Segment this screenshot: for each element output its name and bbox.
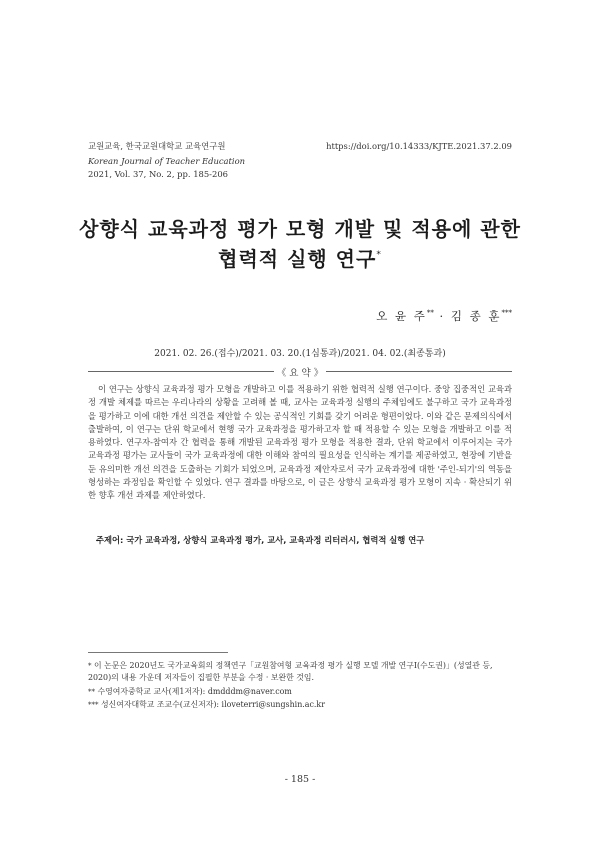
footnote-1: [88, 660, 518, 684]
footnote-1-text: 이 논문은 2020년도 국가교육회의 정책연구「교원참여형 교육과정 평가 실행 모델 개발 연구Ⅰ(수도권)」(성열관 등, 2020)의 내용 가운데 저자들이 집필한 부분을 수정 · 보완한 것임.: [88, 661, 493, 682]
author-list: [376, 308, 512, 324]
paper-title-line1: [0, 213, 600, 242]
journal-name-english: Korean Journal of Teacher Education: [88, 156, 246, 166]
author-2: 김 종 훈: [450, 309, 502, 323]
footnote-2-mark: **: [88, 688, 95, 696]
author-1-mark: **: [426, 309, 434, 317]
journal-name-korean: 교원교육, 한국교원대학교 교육연구원: [88, 141, 226, 151]
title-footnote-mark: *: [376, 250, 382, 260]
footnote-2-text: 수영여자중학교 교사(제1저자): dmdddm@naver.com: [97, 687, 292, 696]
summary-label: 《 요 약 》: [276, 368, 324, 379]
footnote-3: [88, 699, 518, 711]
submission-dates: 2021. 02. 26.(접수)/2021. 03. 20.(1심통과)/2021. 04. 02.(최종통과): [154, 349, 446, 359]
author-separator: ·: [433, 309, 451, 323]
keywords: 주제어: 국가 교육과정, 상향식 교육과정 평가, 교사, 교육과정 리터러시, 협력적 실행 연구: [96, 535, 425, 545]
footnote-1-mark: *: [88, 662, 92, 670]
summary-rule-right: [326, 371, 512, 372]
abstract-text: 이 연구는 상향식 교육과정 평가 모형을 개발하고 이를 적용하기 위한 협력적 실행 연구이다. 중앙 집중적인 교육과정 개발 체제를 따르는 우리나라의 상황을 고려해 볼 때, 교사는 교육과정 실행의 주체임에도 불구하고 국가 교육과정을 평가하고 이에 대한 개선 의견을 제안할 수 있는 공식적인 기회를 갖기 어려운 형편이었다. 이와 같은 문제의식에서 출발하여, 이 연구는 단위 학교에서 현행 국가 교육과정을 평가하고자 할 때 적용할 수 있는 모형을 개발하고 이를 적용하였다. 연구자-참여자 간 협력을 통해 개발된 교육과정 평가 모형을 적용한 결과, 단위 학교에서 이루어지는 국가 교육과정 평가는 교사들이 국가 교육과정에 대한 이해와 참여의 필요성을 인식하는 계기를 제공하였고, 현장에 기반을 둔 유의미한 개선 의견을 도출하는 기회가 되었으며, 교육과정 제안자로서 국가 교육과정에 대한 '주인-되기'의 역동을 형성하는 과정임을 확인할 수 있었다. 연구 결과를 바탕으로, 이 글은 상향식 교육과정 평가 모형이 지속 · 확산되기 위한 향후 개선 과제를 제안하였다.: [88, 384, 512, 501]
paper-title-line2: [0, 243, 600, 272]
footnote-rule: [88, 652, 228, 653]
author-2-mark: ***: [501, 309, 512, 317]
footnote-3-mark: ***: [88, 701, 99, 709]
doi-link[interactable]: https://doi.org/10.14333/KJTE.2021.37.2.09: [326, 141, 512, 151]
title-text-2: 협력적 실행 연구: [218, 247, 377, 271]
title-text-1: 상향식 교육과정 평가 모형 개발 및 적용에 관한: [79, 217, 521, 241]
footnote-3-text: 성신여자대학교 조교수(교신저자): iloveterri@sungshin.ac.kr: [101, 700, 325, 709]
author-1: 오 윤 주: [376, 309, 427, 323]
page-number: - 185 -: [284, 774, 316, 785]
footnote-2: [88, 686, 518, 698]
volume-info: 2021, Vol. 37, No. 2, pp. 185-206: [88, 169, 228, 179]
